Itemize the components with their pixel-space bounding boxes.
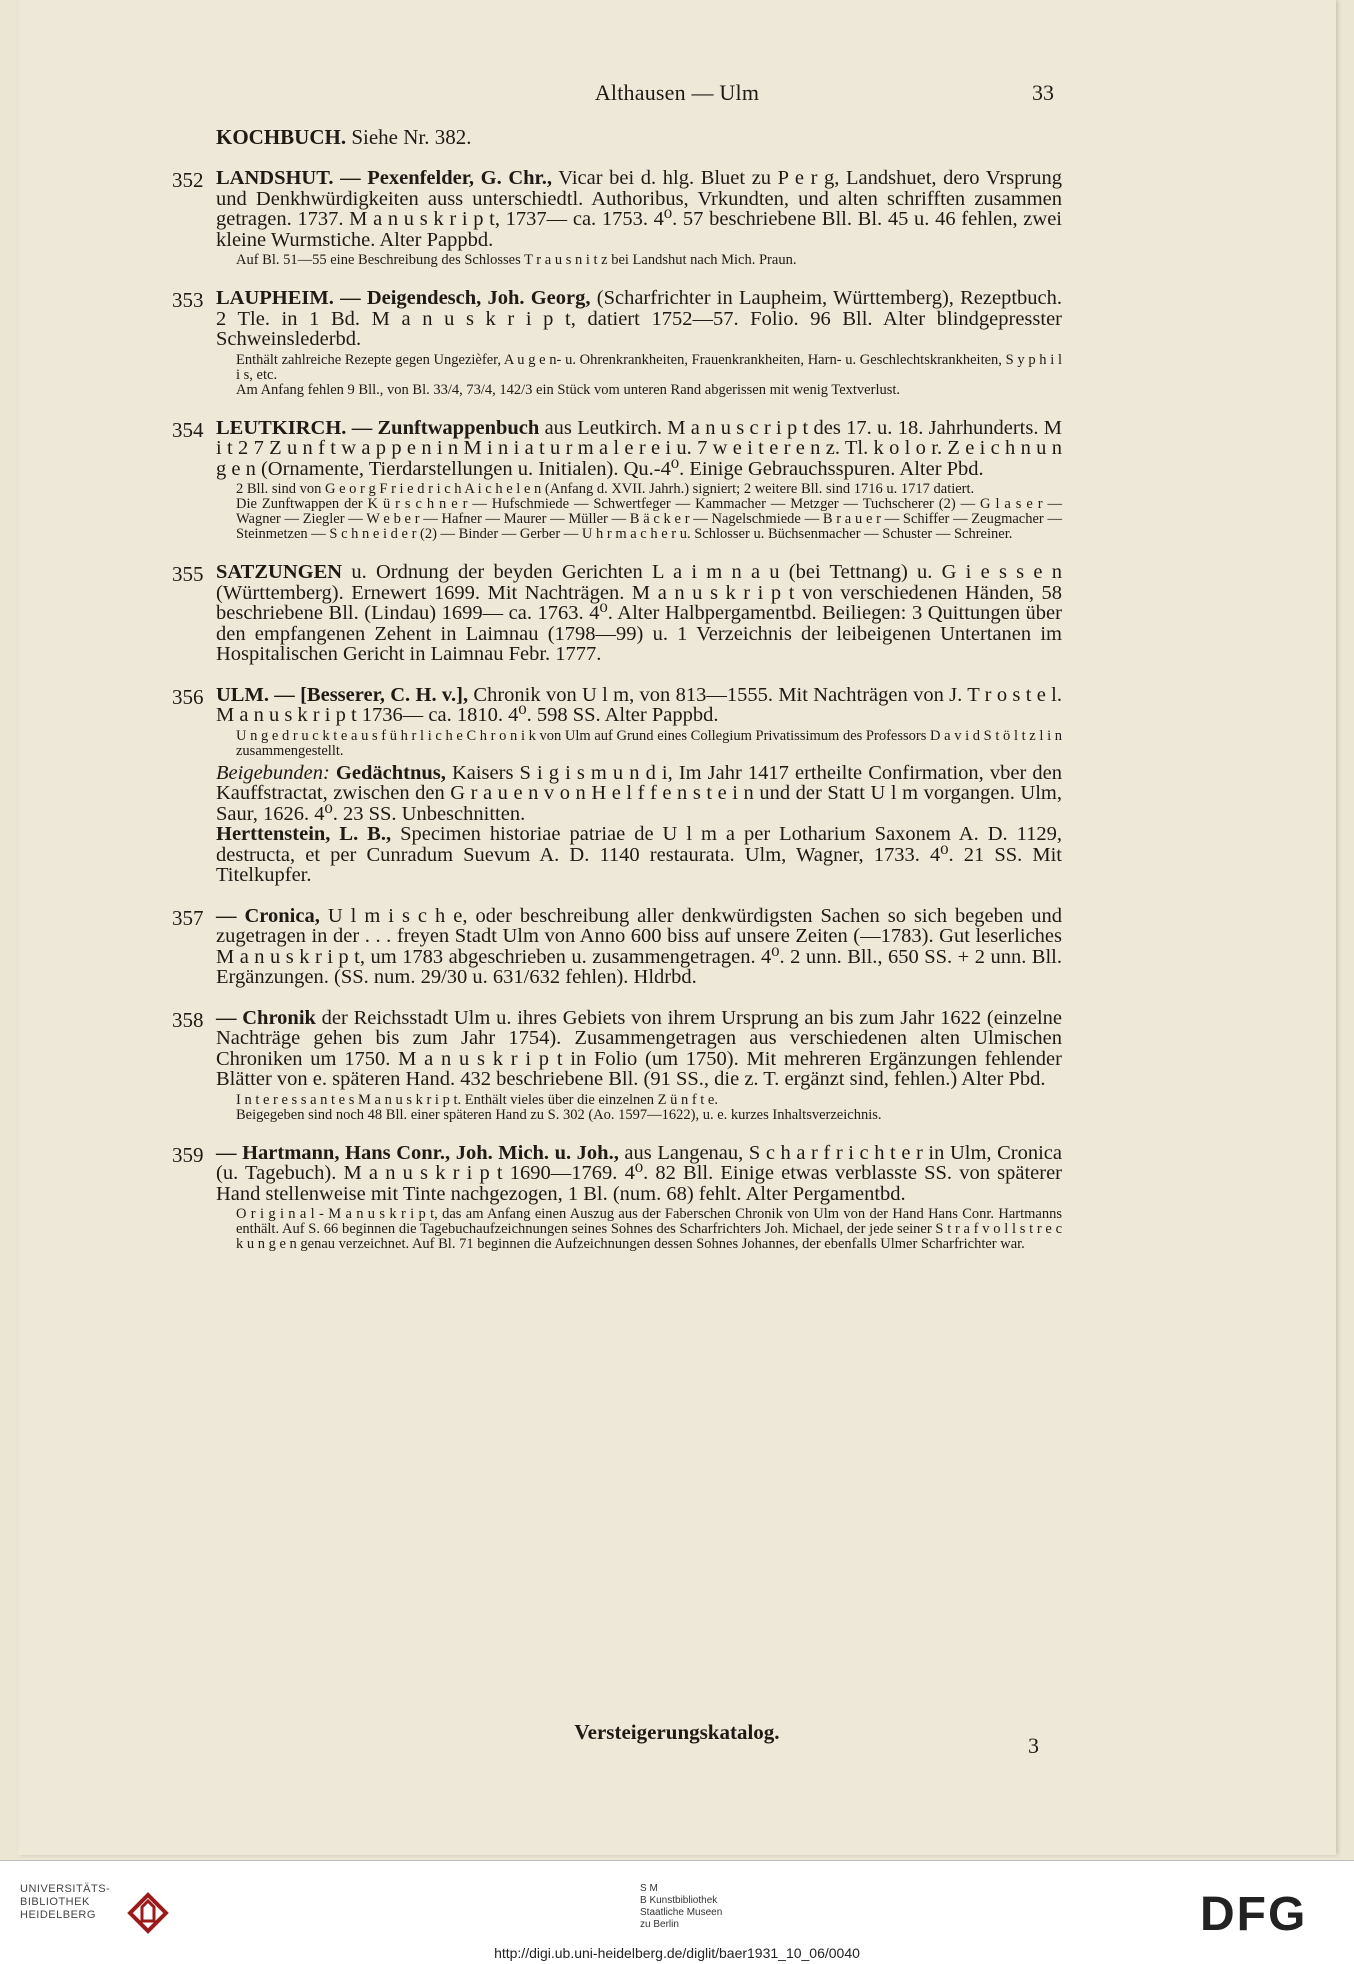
entry-note: Am Anfang fehlen 9 Bll., von Bl. 33/4, 73/4, 142/3 ein Stück vom unteren Rand abgerissen mit wenig Textverlust.: [236, 381, 901, 398]
entry-description: [216, 562, 1062, 665]
entry-description: [216, 288, 1062, 350]
entry-description: [216, 906, 1062, 988]
running-header: [0, 80, 1354, 110]
entry-number: 357: [172, 905, 204, 930]
entry-text: der Reichsstadt Ulm u. ihres Gebiets von ihrem Ursprung an bis zum Jahr 1622 (einzelne Nachträge gehen bis zum Jahr 1754). Zusammengetragen aus verschiedenen alten Ulmischen Chroniken um 1750. M a n u s k r i p t in Folio (um 1750). Mit mehreren Ergänzungen fehlender Blätter von e. späteren Hand. 432 beschriebene Bll. (91 SS., die z. T. ergänzt sind, fehlen.) Alter Pbd.: [216, 1006, 1062, 1090]
bound-with-heading: Herttenstein, L. B.,: [216, 823, 392, 845]
university-library-logo[interactable]: [20, 1883, 170, 1939]
catalog-entry-355: [172, 562, 1062, 665]
sm-line: zu Berlin: [640, 1919, 679, 1930]
bound-with-item: [216, 824, 1062, 886]
entry-text: u. Ordnung der beyden Gerichten L a i m n a u (bei Tettnang) u. G i e s s e n (Württemberg). Ernewert 1699. Mit Nachträgen. M a n u s k r i p t von verschiedenen Händen, 58 beschriebene Bll. (Lindau) 1699— ca. 1763. 4⁰. Alter Halbpergamentbd. Beiliegen: 3 Quittungen über den empfangenen Zehent in Laimnau (1798—99) u. 1 Verzeichnis der leibeigenen Untertanen im Hospitalischen Gericht in Laimnau Febr. 1777.: [216, 561, 1062, 665]
sm-line: Staatliche Museen: [640, 1907, 723, 1918]
catalog-entry-353: [172, 288, 1062, 398]
entry-body: [216, 418, 1062, 543]
bound-with-item: [216, 763, 1062, 825]
catalog-entry-354: [172, 418, 1062, 543]
entry-heading: — Cronica,: [216, 904, 320, 927]
entry-heading: SATZUNGEN: [216, 561, 343, 583]
uni-line: UNIVERSITÄTS-: [20, 1883, 111, 1895]
cross-reference-head: KOCHBUCH.: [216, 125, 347, 149]
uni-line: HEIDELBERG: [20, 1909, 96, 1921]
catalog-entry-352: [172, 168, 1062, 268]
entry-heading: ULM. — [Besserer, C. H. v.],: [216, 683, 469, 706]
entry-text: aus Leutkirch. M a n u s c r i p t des 17. u. 18. Jahrhunderts. M i t 2 7 Z u n f t w a p p e n i n M i n i a t u r m a l e r e i u. 7 w e i t e r e n z. Tl. k o l o r. Z e i c h n u n g e n (Ornamente, Tierdarstellungen u. Initialen). Qu.-4⁰. Einige Gebrauchsspuren. Alter Pbd.: [216, 416, 1062, 480]
entry-heading: — Chronik: [216, 1006, 316, 1029]
entry-description: [216, 168, 1062, 250]
catalog-entry-357: [172, 906, 1062, 988]
entry-description: [216, 1143, 1062, 1205]
entry-number: 356: [172, 684, 204, 709]
entry-text: aus Langenau, S c h a r f r i c h t e r in Ulm, Cronica (u. Tagebuch). M a n u s k r i p t 1690—1769. 4⁰. 82 Bll. Einige etwas verblasste SS. von späterer Hand stellenweise mit Tinte nachgezogen, 1 Bl. (num. 68) fehlt. Alter Pergamentbd.: [216, 1141, 1062, 1205]
entry-note: U n g e d r u c k t e a u s f ü h r l i c h e C h r o n i k von Ulm auf Grund eines Collegium Privatissimum des Professors D a v i d S t ö l t z l i n zusammengestellt.: [236, 727, 1062, 759]
bound-with-heading: Gedächtnus,: [329, 761, 446, 784]
entry-text: U l m i s c h e, oder beschreibung aller denkwürdigsten Sachen so sich begeben und zugetragen in der . . . freyen Stadt Ulm von Anno 600 biss auf unsere Zeiten (—1783). Gut leserliches M a n u s k r i p t, um 1783 abgeschrieben u. zusammengetragen. 4⁰. 2 unn. Bll., 650 SS. + 2 unn. Bll. Ergänzungen. (SS. num. 29/30 u. 631/632 fehlen). Hldrbd.: [216, 904, 1062, 988]
entry-body: [216, 1143, 1062, 1253]
permalink-url[interactable]: http://digi.ub.uni-heidelberg.de/diglit/baer1931_10_06/0040: [494, 1945, 860, 1961]
entry-note: Auf Bl. 51—55 eine Beschreibung des Schlosses T r a u s n i t z bei Landshut nach Mich. Praun.: [236, 252, 797, 268]
page-number: 33: [1032, 80, 1054, 105]
entry-body: [216, 168, 1062, 268]
entry-heading: — Hartmann, Hans Conr., Joh. Mich. u. Joh.,: [216, 1141, 619, 1164]
catalog-entry-356: [172, 685, 1062, 886]
entry-number: 352: [172, 168, 204, 192]
entry-note: Enthält zahlreiche Rezepte gegen Ungezièfer, A u g e n- u. Ohrenkrankheiten, Frauenkrankheiten, Harn- u. Geschlechtskrankheiten, S y p h i l i s, etc.: [236, 351, 1062, 383]
bound-with-text: Kaisers S i g i s m u n d i, Im Jahr 1417 ertheilte Confirmation, vber den Kauffstractat, zwischen den G r a u e n v o n H e l f f e n s t e i n und der Statt U l m vorgangen. Ulm, Saur, 1626. 4⁰. 23 SS. Unbeschnitten.: [216, 761, 1062, 825]
entry-heading: LAUPHEIM. — Deigendesch, Joh. Georg,: [216, 287, 591, 309]
entry-number: 358: [172, 1007, 204, 1032]
entry-heading: LEUTKIRCH. — Zunftwappenbuch: [216, 416, 540, 439]
bound-with-text: Specimen historiae patriae de U l m a per Lotharium Saxonem A. D. 1129, destructa, et per Cunradum Suevum A. D. 1140 restaurata. Ulm, Wagner, 1733. 4⁰. 21 SS. Mit Titelkupfer.: [216, 823, 1062, 886]
signature-line: Versteigerungskatalog.: [574, 1720, 780, 1744]
entry-body: [216, 288, 1062, 398]
catalog-content: [172, 125, 1062, 1272]
uni-line: BIBLIOTHEK: [20, 1896, 90, 1908]
entry-description: [216, 685, 1062, 726]
bound-with-lead: Beigebunden:: [216, 761, 330, 784]
entry-note: O r i g i n a l - M a n u s k r i p t, das am Anfang einen Auszug aus der Faberschen Chronik von Ulm von der Hand Hans Conr. Hartmanns enthält. Auf S. 66 beginnen die Tagebuchaufzeichnungen seines Sohnes des Scharfrichters Joh. Michael, der jede seiner S t r a f v o l l s t r e c k u n g e n genau verzeichnet. Auf Bl. 71 beginnen die Aufzeichnungen dessen Sohnes Johannes, der ebenfalls Ulmer Scharfrichter war.: [236, 1206, 1062, 1252]
entry-number: 354: [172, 417, 204, 442]
entry-text: Chronik von U l m, von 813—1555. Mit Nachträgen von J. T r o s t e l. M a n u s k r i p t 1736— ca. 1810. 4⁰. 598 SS. Alter Pappbd.: [216, 683, 1062, 726]
heidelberg-mark-icon: [122, 1887, 174, 1939]
entry-description: [216, 418, 1062, 480]
kunstbibliothek-logo[interactable]: [640, 1883, 722, 1931]
entry-note: 2 Bll. sind von G e o r g F r i e d r i c h A i c h e l e n (Anfang d. XVII. Jahrh.) signiert; 2 weitere Bll. sind 1716 u. 1717 datiert.: [236, 481, 975, 497]
catalog-entry-359: [172, 1143, 1062, 1253]
entry-note: Beigegeben sind noch 48 Bll. einer späteren Hand zu S. 302 (Ao. 1597—1622), u. e. kurzes Inhaltsverzeichnis.: [236, 1106, 882, 1123]
cross-reference-kochbuch: [216, 125, 1062, 150]
entry-description: [216, 1008, 1062, 1090]
entry-body: [216, 1008, 1062, 1123]
entry-body: [216, 562, 1062, 665]
entry-body: [216, 685, 1062, 886]
entry-body: [216, 906, 1062, 988]
running-title: Althausen — Ulm: [594, 80, 760, 105]
entry-number: 359: [172, 1142, 204, 1167]
sm-line: S M: [640, 1883, 658, 1894]
sm-line: B Kunstbibliothek: [640, 1895, 718, 1906]
entry-note: Die Zunftwappen der K ü r s c h n e r — Hufschmiede — Schwertfeger — Kammacher — Metzger — Tuchscherer (2) — G l a s e r — Wagner — Ziegler — W e b e r — Hafner — Maurer — Müller — B ä c k e r — Nagelschmiede — B r a u e r — Schiffer — Zeugmacher — Steinmetzen — S c h n e i d e r (2) — Binder — Gerber — U h r m a c h e r u. Schlosser u. Büchsenmacher — Schuster — Schreiner.: [236, 496, 1062, 542]
sheet-number: 3: [1028, 1733, 1039, 1758]
entry-text: Vicar bei d. hlg. Bluet zu P e r g, Landshuet, dero Vrsprung und Denkhwürdigkeiten auss unterschiedtl. Authoribus, Vrkundten, und alten schrifften zusammen getragen. 1737. M a n u s k r i p t, 1737— ca. 1753. 4⁰. 57 beschriebene Bll. Bl. 45 u. 46 fehlen, zwei kleine Wurmstiche. Alter Pappbd.: [216, 167, 1062, 251]
digitization-footer-bar: [0, 1860, 1354, 1964]
catalog-entry-358: [172, 1008, 1062, 1123]
entry-heading: LANDSHUT. — Pexenfelder, G. Chr.,: [216, 167, 553, 189]
entry-number: 355: [172, 562, 204, 586]
entry-note: I n t e r e s s a n t e s M a n u s k r i p t. Enthält vieles über die einzelnen Z ü n f t e.: [236, 1091, 718, 1108]
cross-reference-text: Siehe Nr. 382.: [346, 125, 472, 149]
entry-number: 353: [172, 288, 204, 312]
entry-text: (Scharfrichter in Laupheim, Württemberg), Rezeptbuch. 2 Tle. in 1 Bd. M a n u s k r i p t, datiert 1752—57. Folio. 96 Bll. Alter blindgepresster Schweinslederbd.: [216, 287, 1063, 350]
dfg-logo[interactable]: DFG: [1200, 1888, 1308, 1941]
